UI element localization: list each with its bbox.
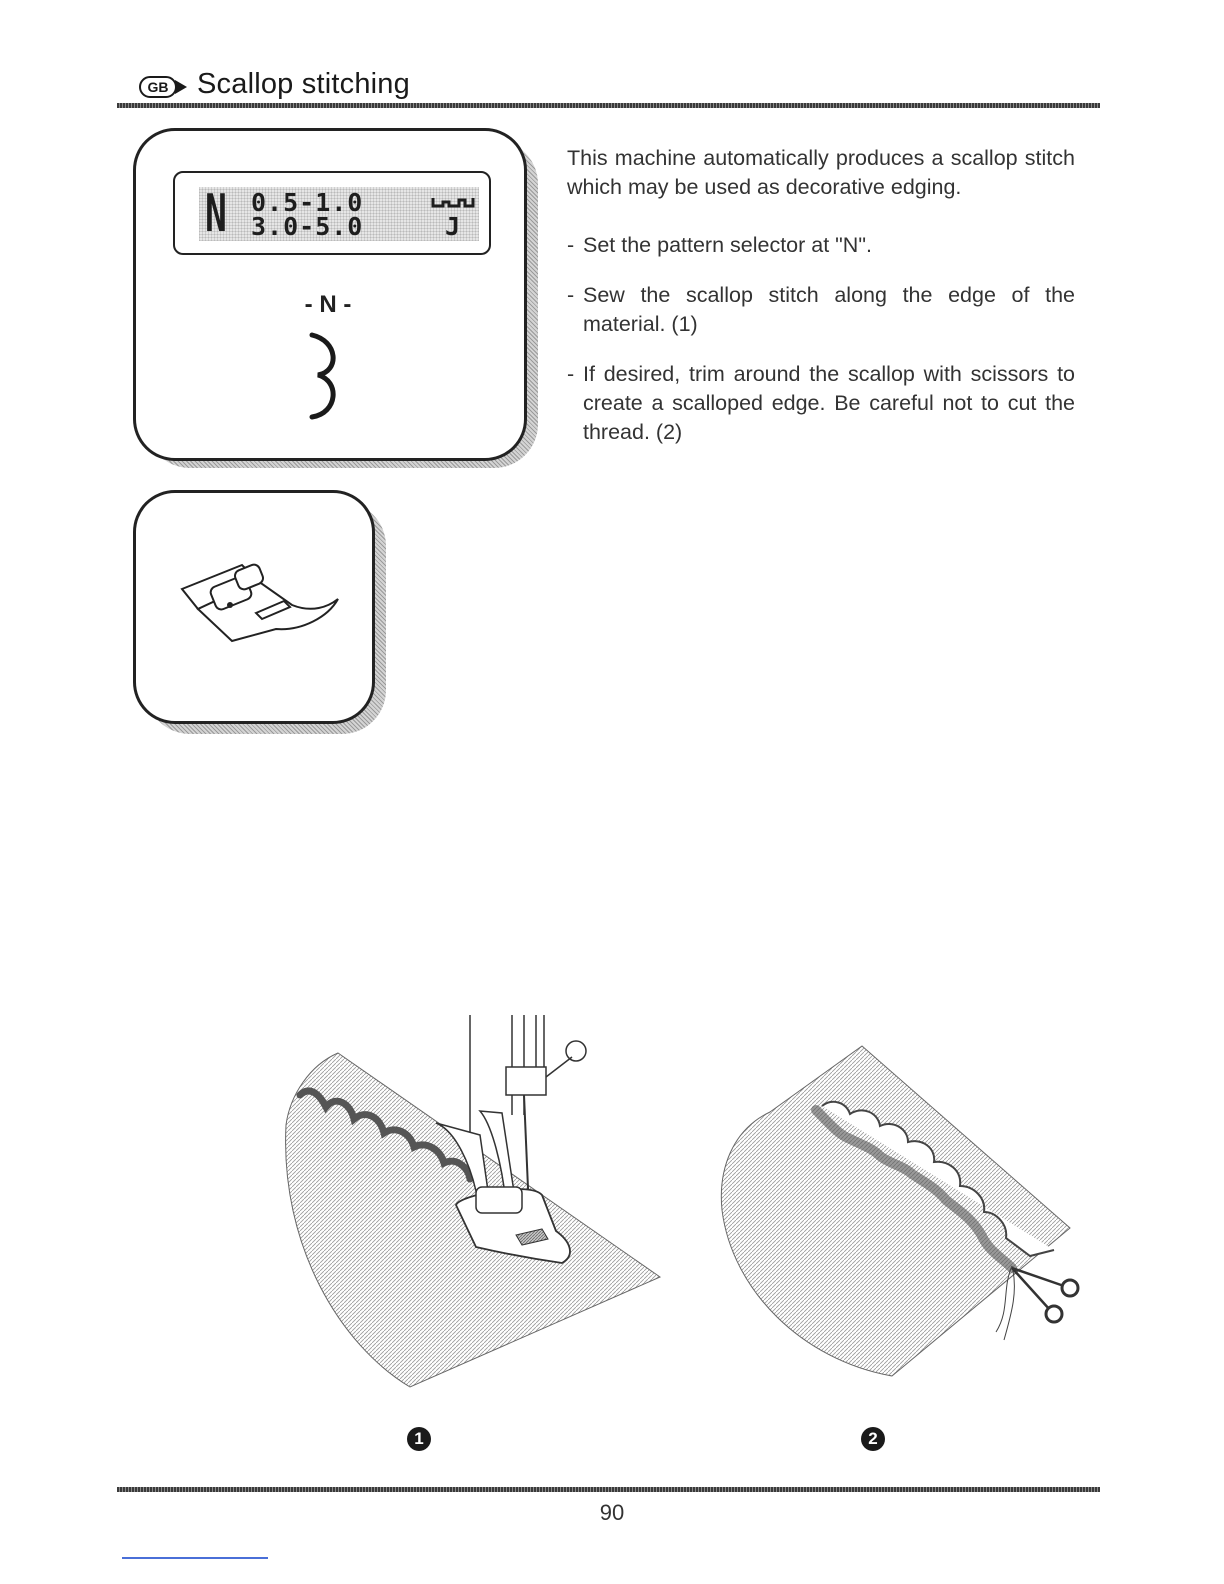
page-number: 90 (599, 1500, 625, 1525)
lcd-stitch-length: 0.5-1.0 (251, 188, 364, 217)
instructions (567, 144, 1075, 447)
step-3: - If desired, trim around the scallop with scissors to create a scalloped edge. Be careful not to cut the thread. (2) (567, 362, 1075, 444)
language-badge-text: GB (147, 79, 169, 95)
lcd-screen (173, 171, 491, 255)
gb-language-icon (139, 76, 189, 98)
pattern-label: - N - (304, 291, 352, 318)
presser-foot-icon (172, 555, 342, 655)
lcd-stitch-width: 3.0-5.0 (251, 212, 364, 241)
page-title: Scallop stitching (197, 68, 410, 100)
figure-1-sewing-illustration (280, 1015, 680, 1395)
lcd-readout (199, 184, 479, 244)
step-1: - Set the pattern selector at "N". (567, 233, 872, 257)
figure-2-label: 2 (861, 1427, 885, 1451)
step-2: - Sew the scallop stitch along the edge of the material. (1) (567, 283, 1075, 336)
figure-2-trimming-illustration (712, 1040, 1082, 1385)
display-panel (133, 128, 527, 461)
header-divider (117, 103, 1100, 108)
footer-link-underline (122, 1557, 268, 1559)
scallop-stitch-symbol-icon (304, 331, 344, 421)
figure-1-label: 1 (407, 1427, 431, 1451)
scissors-icon (1012, 1268, 1078, 1322)
lcd-pattern-letter: N (205, 184, 227, 244)
intro-paragraph: This machine automatically produces a scallop stitch which may be used as decorative edging. (567, 146, 1075, 199)
step-text: If desired, trim around the scallop with scissors to create a scalloped edge. Be careful not to cut the thread. (2) (583, 362, 1075, 444)
footer-divider (117, 1487, 1100, 1492)
step-text: Set the pattern selector at "N". (583, 233, 872, 257)
lcd-foot-code: J (445, 212, 461, 241)
foot-panel (133, 490, 375, 724)
buttonhole-symbol-icon (431, 192, 475, 210)
step-text: Sew the scallop stitch along the edge of the material. (1) (583, 283, 1075, 336)
